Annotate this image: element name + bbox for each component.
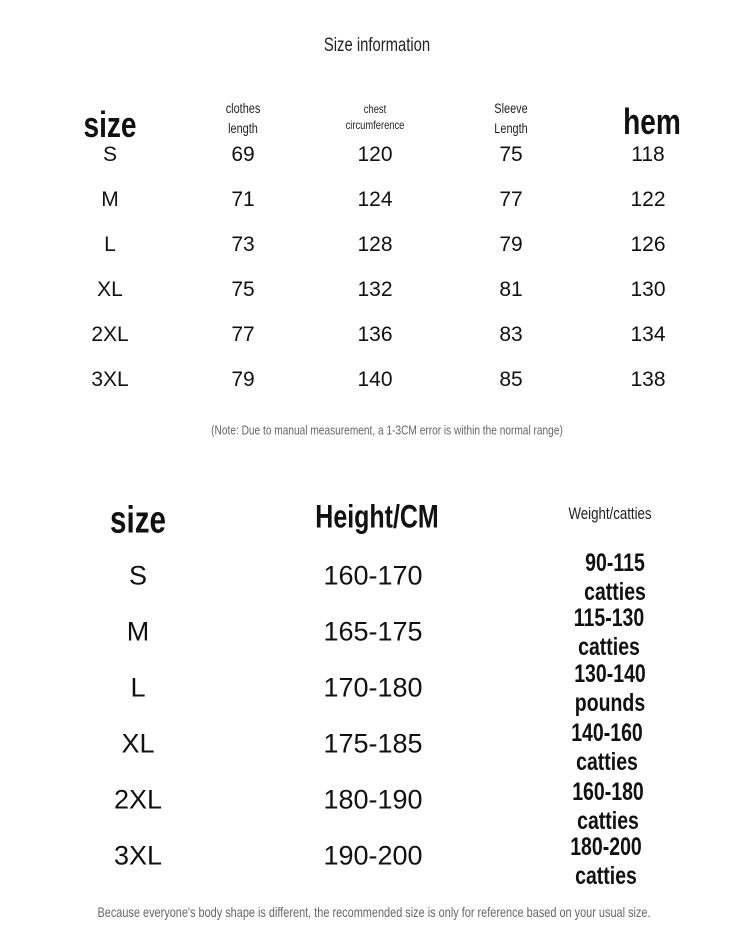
header-cell-text: size: [83, 104, 137, 145]
table-cell-text: 75: [499, 143, 523, 166]
table-cell-text: 130-140 pounds: [574, 660, 646, 717]
table-cell-text: 90-115 catties: [584, 549, 646, 606]
table-cell: [536, 719, 679, 777]
table-cell: [231, 278, 254, 302]
table-cell: [130, 673, 145, 704]
page-title: [309, 35, 445, 57]
table-cell-text: 180-190: [323, 784, 423, 815]
table-cell: [630, 233, 665, 257]
table-cell-text: 140: [357, 368, 393, 391]
table-cell: [534, 833, 678, 891]
header-cell: [298, 499, 456, 536]
table-cell: [631, 143, 664, 167]
table-cell-text: 170-180: [323, 672, 423, 703]
title-text: Size information: [323, 35, 431, 56]
header-cell: [615, 101, 689, 142]
table-cell-text: XL: [121, 728, 155, 759]
table-cell: [231, 368, 254, 392]
table-cell-text: 136: [357, 323, 393, 346]
table-cell-text: 138: [630, 368, 666, 391]
table-cell: [121, 729, 154, 760]
table-cell-text: 73: [231, 233, 255, 256]
table-cell-text: 81: [499, 278, 523, 301]
table-cell-text: M: [101, 188, 119, 211]
table-cell: [357, 278, 392, 302]
table-cell-text: M: [126, 616, 150, 647]
header-cell-text: clothes length: [225, 100, 261, 136]
table-cell: [499, 188, 522, 212]
note-text: (Note: Due to manual measurement, a 1-3CM error is within the normal range): [211, 422, 563, 438]
table-cell-text: 132: [357, 278, 393, 301]
table-cell: [323, 561, 422, 592]
table-cell-text: 3XL: [91, 368, 129, 391]
table-cell-text: 83: [499, 323, 523, 346]
table-cell-text: S: [102, 143, 118, 166]
header-cell-text: Sleeve Length: [494, 100, 528, 136]
header-cell-text: chest circumference: [345, 102, 405, 132]
table-cell: [357, 368, 392, 392]
table-cell: [540, 660, 680, 718]
table-cell-text: 115-130 catties: [573, 604, 645, 661]
table-cell: [323, 785, 422, 816]
table-cell: [357, 143, 392, 167]
table-cell-text: 160-170: [323, 560, 423, 591]
table-cell-text: 190-200: [323, 840, 423, 871]
table-cell: [129, 561, 147, 592]
table-cell: [630, 278, 665, 302]
header-cell: [490, 98, 533, 138]
footer-note: [19, 904, 728, 920]
table-cell: [231, 143, 254, 167]
table-cell-text: 77: [499, 188, 523, 211]
table-cell: [323, 673, 422, 704]
table-cell: [114, 785, 162, 816]
table-cell: [91, 323, 128, 347]
table-cell-text: 2XL: [91, 323, 129, 346]
table-cell: [630, 368, 665, 392]
table-cell-text: 3XL: [113, 840, 163, 871]
table-cell: [323, 617, 422, 648]
table-cell: [91, 368, 128, 392]
table-cell-text: S: [128, 560, 148, 591]
table-cell-text: 180-200 catties: [570, 833, 642, 890]
table-cell-text: 160-180 catties: [572, 778, 644, 835]
table-cell: [323, 841, 422, 872]
table-cell: [127, 617, 150, 648]
table-cell-text: 134: [630, 323, 666, 346]
table-cell-text: 71: [231, 188, 255, 211]
table-cell: [499, 143, 522, 167]
table-cell-text: 69: [231, 143, 255, 166]
measurement-note: [162, 423, 613, 438]
table-cell: [537, 778, 679, 836]
table-cell-text: 77: [231, 323, 255, 346]
table-cell: [357, 188, 392, 212]
table-cell: [103, 143, 117, 167]
header-cell: [557, 504, 663, 524]
header-cell-text: Weight/catties: [568, 504, 652, 523]
table-cell: [499, 323, 522, 347]
table-cell-text: 118: [631, 143, 665, 166]
table-cell-text: XL: [97, 278, 123, 301]
table-cell: [499, 278, 522, 302]
table-cell-text: 85: [499, 368, 523, 391]
table-cell: [231, 323, 254, 347]
table-cell: [357, 233, 392, 257]
table-cell: [114, 841, 162, 872]
table-cell: [499, 368, 522, 392]
table-cell: [323, 729, 422, 760]
table-cell: [499, 233, 522, 257]
table-cell-text: 130: [630, 278, 666, 301]
table-cell: [101, 188, 119, 212]
table-cell: [548, 549, 683, 607]
table-cell-text: 122: [630, 188, 666, 211]
table-cell: [630, 323, 665, 347]
table-cell: [539, 604, 680, 662]
table-cell: [104, 233, 116, 257]
table-cell-text: L: [130, 672, 146, 703]
table-cell: [630, 188, 665, 212]
header-cell: [76, 104, 144, 145]
table-cell: [231, 188, 254, 212]
table-cell-text: 79: [231, 368, 255, 391]
table-cell: [231, 233, 254, 257]
table-cell: [357, 323, 392, 347]
table-cell-text: 120: [357, 143, 393, 166]
table-cell-text: 75: [231, 278, 255, 301]
table-cell-text: 175-185: [323, 728, 423, 759]
table-cell-text: 126: [630, 233, 666, 256]
header-cell-text: size: [109, 499, 167, 542]
table-cell-text: 140-160 catties: [571, 719, 643, 776]
table-cell-text: 124: [357, 188, 393, 211]
header-cell-text: Height/CM: [315, 498, 439, 535]
table-cell: [97, 278, 123, 302]
table-cell-text: 79: [499, 233, 523, 256]
footer-text: Because everyone's body shape is different, the recommended size is only for reference based on your usual size.: [97, 904, 651, 920]
header-cell: [337, 101, 412, 133]
table-cell-text: L: [104, 233, 116, 256]
header-cell-text: hem: [623, 101, 681, 142]
table-cell-text: 128: [357, 233, 393, 256]
header-cell: [221, 98, 265, 138]
table-cell-text: 165-175: [323, 616, 423, 647]
header-cell: [102, 500, 174, 543]
table-cell-text: 2XL: [113, 784, 163, 815]
